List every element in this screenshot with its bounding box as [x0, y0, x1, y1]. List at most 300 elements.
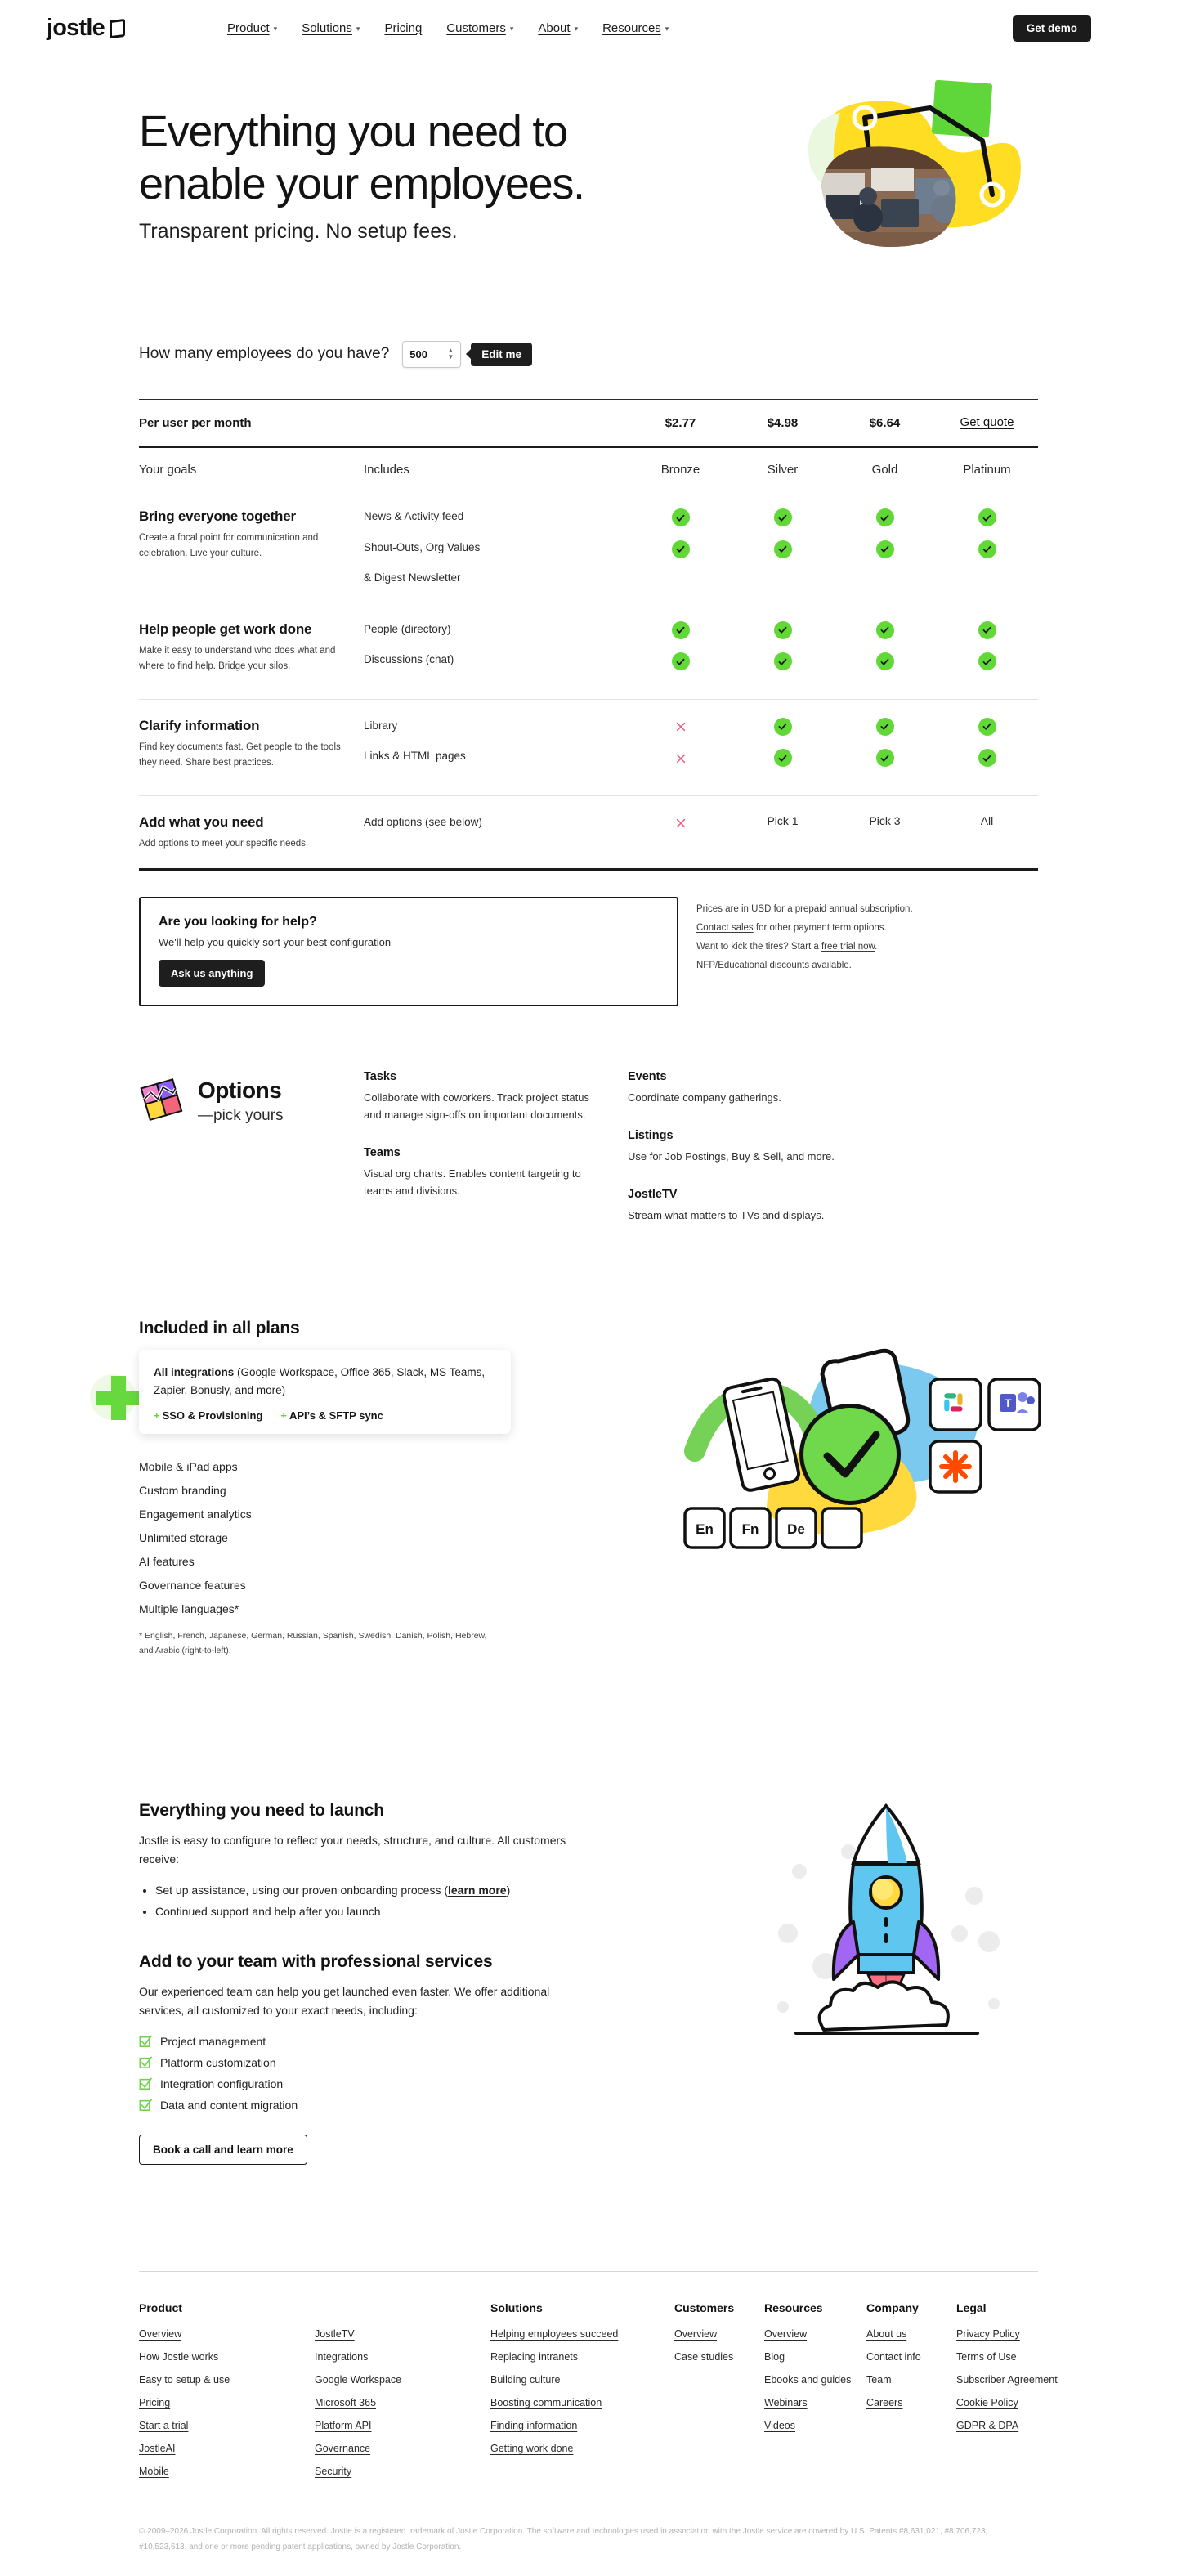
service-label: Data and content migration: [160, 2099, 298, 2112]
plan-mark: [876, 749, 894, 768]
svg-text:De: De: [787, 1521, 805, 1538]
book-a-call-button[interactable]: Book a call and learn more: [139, 2135, 307, 2165]
plan-cell: [834, 718, 936, 768]
language-badge: [731, 1508, 770, 1548]
footer-link[interactable]: Pricing: [139, 2397, 171, 2409]
plan-cell: [629, 508, 732, 558]
check-icon: [978, 749, 996, 767]
footer-link-list: [956, 2328, 1087, 2431]
goal-title: Help people get work done: [139, 620, 312, 637]
check-icon: [876, 540, 894, 558]
plan-mark: [978, 540, 996, 559]
options-column-1: [364, 1070, 593, 1247]
option-description: Collaborate with coworkers. Track project status and manage sign-offs on important documents.: [364, 1091, 589, 1121]
footer-link[interactable]: Overview: [764, 2328, 808, 2341]
option-description: Stream what matters to TVs and displays.: [628, 1209, 825, 1221]
option-item: [628, 1188, 857, 1224]
plan-cell: [732, 718, 834, 768]
footer-link[interactable]: About us: [866, 2328, 907, 2341]
plan-mark-text: Pick 1: [767, 813, 799, 827]
svg-text:Fn: Fn: [741, 1521, 759, 1538]
rocket-illustration: [763, 1773, 1009, 2043]
plan-mark: [767, 814, 798, 829]
launch-left-column: [139, 1801, 629, 2165]
included-list-item: Unlimited storage: [139, 1530, 228, 1544]
footer-link[interactable]: Ebooks and guides: [764, 2374, 852, 2386]
pill-label: API’s & SFTP sync: [289, 1409, 383, 1422]
included-list-item: Mobile & iPad apps: [139, 1459, 238, 1473]
all-integrations-link[interactable]: All integrations: [154, 1366, 235, 1379]
pill-sso: [154, 1409, 262, 1422]
footer-link[interactable]: How Jostle works: [139, 2351, 219, 2363]
footer-link[interactable]: Contact info: [866, 2351, 921, 2363]
nav-item-product[interactable]: [227, 21, 277, 35]
hero-title-line-1: Everything you need to: [139, 107, 567, 156]
footer-link-list: [315, 2328, 490, 2477]
plan-mark: [774, 508, 792, 527]
plan-mark: [774, 540, 792, 559]
footer-link[interactable]: Integrations: [315, 2351, 369, 2363]
price-row-label: Per user per month: [139, 415, 252, 430]
footer-link[interactable]: Helping employees succeed: [490, 2328, 619, 2341]
goal-cell: [139, 718, 364, 771]
footer-link[interactable]: Replacing intranets: [490, 2351, 579, 2363]
includes-item: Add options (see below): [364, 815, 482, 828]
price-row: [139, 400, 1038, 446]
footer-group-columns: [764, 2328, 866, 2431]
check-icon: [876, 652, 894, 670]
plan-cell: [834, 508, 936, 558]
option-title: Events: [628, 1069, 667, 1083]
includes-item: Discussions (chat): [364, 653, 454, 666]
note-post: .: [875, 941, 878, 952]
professional-services-heading: Add to your team with professional services: [139, 1952, 493, 1972]
integration-pills: [154, 1409, 496, 1422]
check-icon: [978, 540, 996, 558]
goal-description: Make it easy to understand who does what and where to find help. Bridge your silos.: [139, 645, 336, 671]
footer-link[interactable]: Start a trial: [139, 2420, 189, 2432]
check-icon: [672, 652, 690, 670]
learn-more-link[interactable]: learn more: [448, 1884, 507, 1897]
note-line: [696, 919, 913, 938]
goal-title: Add what you need: [139, 813, 264, 830]
service-item: [139, 2035, 629, 2048]
footer-link[interactable]: Mobile: [139, 2466, 169, 2478]
plan-mark: [876, 718, 894, 737]
pill-label: SSO & Provisioning: [162, 1409, 263, 1422]
footer-group-resources: [764, 2301, 866, 2477]
footer-link[interactable]: Webinars: [764, 2397, 808, 2409]
plan-mark: [978, 718, 996, 737]
footer-group-title: Customers: [674, 2301, 735, 2315]
goal-cell: [139, 508, 364, 562]
plan-mark: [869, 814, 900, 829]
plan-mark: [978, 749, 996, 768]
pricing-feature-rows: [139, 491, 1038, 868]
table-row: [139, 796, 1038, 868]
language-badge: [685, 1508, 724, 1548]
note-link[interactable]: Contact sales: [696, 922, 754, 933]
plan-mark: [876, 508, 894, 527]
option-description: Coordinate company gatherings.: [628, 1091, 781, 1104]
plan-mark-text: All: [980, 813, 994, 827]
footer-link[interactable]: Finding information: [490, 2420, 578, 2432]
plan-mark: [672, 750, 690, 768]
col-header-goals: Your goals: [139, 462, 197, 477]
footer-link-list: [490, 2328, 674, 2454]
checkbox-check-icon: [139, 2099, 152, 2112]
nav-label: Product: [226, 20, 270, 35]
options-puzzle-icon: [139, 1078, 185, 1124]
integrations-rest: (Google Workspace, Office 365, Slack, MS Teams, Zapier, Bonusly, and more): [154, 1366, 486, 1396]
launch-heading: Everything you need to launch: [139, 1801, 384, 1821]
includes-item: Links & HTML pages: [364, 750, 466, 763]
footer-link[interactable]: Easy to setup & use: [139, 2374, 230, 2386]
note-pre: Want to kick the tires? Start a: [696, 941, 821, 952]
includes-item: People (directory): [364, 622, 451, 635]
check-icon: [672, 508, 690, 526]
footer-group-legal: [956, 2301, 1087, 2477]
footer-group-title: Resources: [764, 2301, 823, 2315]
footer-link[interactable]: Google Workspace: [315, 2374, 402, 2386]
pricing-notes: [696, 897, 913, 1006]
options-heading-block: [139, 1070, 364, 1247]
pricing-table: [139, 399, 1038, 871]
service-item: [139, 2077, 629, 2090]
bullet-text-pre: Set up assistance, using our proven onboarding process (: [155, 1884, 448, 1897]
jostle-mark-icon: [110, 19, 125, 38]
help-title: Are you looking for help?: [159, 914, 317, 929]
nav-label: Customers: [446, 20, 506, 35]
site-footer: [139, 2271, 1058, 2576]
includes-item: Shout-Outs, Org Values: [364, 540, 481, 553]
service-item: [139, 2099, 629, 2112]
included-list-item: Multiple languages*: [139, 1602, 239, 1615]
price-platinum-cell: [936, 415, 1038, 430]
check-icon: [876, 749, 894, 767]
plan-cell: [732, 621, 834, 671]
plan-mark: [978, 508, 996, 527]
footer-group-title: Company: [866, 2301, 919, 2315]
includes-cell: [364, 814, 629, 834]
employee-count-input[interactable]: [402, 341, 461, 368]
footer-link[interactable]: Cookie Policy: [956, 2397, 1018, 2409]
table-row: [139, 700, 1038, 795]
chevron-down-icon: ▾: [574, 24, 579, 33]
includes-item: & Digest Newsletter: [364, 571, 461, 585]
hero-subtitle: Transparent pricing. No setup fees.: [139, 220, 458, 244]
nav-item-about[interactable]: [538, 21, 578, 35]
employee-count-value: 500: [409, 347, 427, 361]
nav-label: About: [538, 20, 571, 35]
option-description: Visual org charts. Enables content targeting to teams and divisions.: [364, 1167, 581, 1198]
footer-link[interactable]: Boosting communication: [490, 2397, 602, 2409]
plan-cell: [629, 814, 732, 833]
option-item: [364, 1146, 593, 1199]
help-box: [139, 897, 678, 1006]
footer-link[interactable]: Platform API: [315, 2420, 372, 2432]
launch-bullet-2: • Continued support and help after you launch: [155, 1902, 629, 1923]
employee-count-question: How many employees do you have?: [139, 345, 390, 362]
goal-description: Find key documents fast. Get people to the tools they need. Share best practices.: [139, 741, 341, 768]
includes-cell: [364, 718, 629, 779]
note-link[interactable]: free trial now: [821, 941, 875, 952]
nav-item-pricing[interactable]: [384, 21, 422, 35]
plan-mark: [774, 718, 792, 737]
chevron-down-icon: ▾: [356, 24, 360, 33]
goal-cell: [139, 814, 364, 852]
checkbox-check-icon: [139, 2056, 152, 2069]
table-header-row: [139, 448, 1038, 491]
footer-link[interactable]: Security: [315, 2466, 352, 2478]
plan-mark: [774, 652, 792, 671]
service-label: Platform customization: [160, 2056, 276, 2070]
check-icon: [978, 652, 996, 670]
nav-item-customers[interactable]: [446, 21, 513, 35]
check-icon: [774, 508, 792, 526]
check-icon: [876, 508, 894, 526]
site-header: [0, 0, 1177, 56]
option-title: JostleTV: [628, 1188, 678, 1201]
plan-mark: [672, 508, 690, 527]
check-icon: [978, 508, 996, 526]
plan-cell: [936, 814, 1038, 829]
footer-link[interactable]: Overview: [139, 2328, 182, 2341]
stepper-arrows-icon[interactable]: ▲ ▼: [447, 347, 454, 361]
col-header-platinum: Platinum: [963, 462, 1011, 477]
help-subtitle: We'll help you quickly sort your best configuration: [159, 935, 392, 948]
main-navigation: [227, 21, 669, 35]
check-icon: [876, 621, 894, 639]
table-row: [139, 491, 1038, 603]
footer-group-columns: [866, 2328, 956, 2408]
footer-link[interactable]: GDPR & DPA: [956, 2420, 1019, 2432]
language-badge: [776, 1508, 816, 1548]
check-icon: [774, 652, 792, 670]
page-title: [139, 106, 760, 210]
goal-description: Create a focal point for communication and celebration. Live your culture.: [139, 533, 319, 558]
footer-link[interactable]: Subscriber Agreement: [956, 2374, 1058, 2386]
plan-cell: [936, 508, 1038, 558]
plan-mark: [981, 814, 994, 829]
col-header-bronze: Bronze: [660, 462, 700, 477]
goal-description: Add options to meet your specific needs.: [139, 838, 309, 849]
col-header-includes: Includes: [364, 462, 409, 477]
employee-count-selector: [139, 334, 1038, 374]
hero-title-line-2: enable your employees.: [139, 159, 584, 208]
footer-link[interactable]: Blog: [764, 2351, 785, 2363]
table-row: [139, 603, 1038, 699]
plan-cell: [629, 718, 732, 768]
chevron-down-icon: ▾: [509, 24, 514, 33]
cross-icon: [672, 750, 690, 768]
included-list-item: Custom branding: [139, 1483, 226, 1497]
check-icon: [978, 621, 996, 639]
professional-services-list: [139, 2035, 629, 2112]
options-title-block: [198, 1078, 284, 1125]
launch-bullets: [155, 1880, 629, 1923]
options-title: Options: [198, 1077, 282, 1103]
cross-icon: [672, 814, 690, 832]
note-line: NFP/Educational discounts available.: [696, 960, 852, 970]
includes-item: Library: [364, 719, 398, 732]
footer-link[interactable]: JostleTV: [315, 2328, 355, 2341]
plan-mark: [876, 540, 894, 559]
options-subtitle: —pick yours: [198, 1106, 284, 1124]
footer-link-list: [866, 2328, 956, 2408]
plan-mark: [774, 749, 792, 768]
check-icon: [774, 749, 792, 767]
plan-cell: [834, 814, 936, 829]
jostle-logo[interactable]: [47, 16, 125, 40]
edit-me-badge: Edit me: [471, 343, 532, 366]
footer-group-customers: [674, 2301, 764, 2477]
nav-label: Pricing: [384, 20, 423, 35]
check-icon: [978, 718, 996, 736]
note-line: Prices are in USD for a prepaid annual subscription.: [696, 903, 913, 914]
footer-group-columns: [956, 2328, 1087, 2431]
svg-text:T: T: [1005, 1396, 1012, 1410]
option-item: [364, 1070, 593, 1123]
footer-group-columns: [490, 2328, 674, 2454]
integrations-text: [154, 1364, 496, 1400]
nav-label: Resources: [602, 20, 661, 35]
price-silver: $4.98: [767, 415, 799, 430]
copyright-text: © 2009–2026 Jostle Corporation. All rights reserved. Jostle is a registered trademark of Jostle Corporation. The software and technologies used in association with the Jostle service are covered by U.S. Patents #8,631,021, #8,706,723, #10,523,613, and one or more pending patent applications, owned by Jostle Corporation.: [139, 2527, 988, 2551]
service-label: Project management: [160, 2035, 266, 2049]
get-quote-link[interactable]: Get quote: [960, 415, 1014, 429]
included-list-item: AI features: [139, 1554, 195, 1568]
footer-link[interactable]: Overview: [674, 2328, 718, 2341]
plan-mark: [876, 652, 894, 671]
option-item: [628, 1070, 857, 1106]
check-icon: [672, 621, 690, 639]
check-icon: [876, 718, 894, 736]
chevron-down-icon: ▾: [273, 24, 278, 33]
footer-group-title: Solutions: [490, 2301, 543, 2315]
note-line: [696, 938, 913, 956]
service-item: [139, 2056, 629, 2069]
col-header-gold: Gold: [871, 462, 898, 477]
integrations-illustration: [669, 1327, 1061, 1564]
footer-link[interactable]: Privacy Policy: [956, 2328, 1020, 2341]
option-description: Use for Job Postings, Buy & Sell, and more.: [628, 1149, 835, 1163]
languages-footnote: * English, French, Japanese, German, Russian, Spanish, Swedish, Danish, Polish, Hebrew, and Arabic (right-to-left).: [139, 1630, 487, 1655]
option-title: Teams: [364, 1146, 401, 1159]
cross-icon: [672, 718, 690, 736]
check-icon: [774, 621, 792, 639]
table-divider-bottom: [139, 868, 1038, 871]
footer-link-list: [674, 2328, 764, 2363]
footer-link[interactable]: Terms of Use: [956, 2351, 1017, 2363]
footer-link[interactable]: Building culture: [490, 2374, 561, 2386]
plan-mark: [672, 718, 690, 737]
checkbox-check-icon: [139, 2035, 152, 2048]
check-icon: [672, 540, 690, 558]
footer-link[interactable]: Microsoft 365: [315, 2397, 377, 2409]
service-label: Integration configuration: [160, 2077, 284, 2091]
check-icon: [774, 540, 792, 558]
option-title: Tasks: [364, 1069, 397, 1083]
footer-group-solutions: [490, 2301, 674, 2477]
footer-link-list: [139, 2328, 315, 2477]
plan-mark: [774, 621, 792, 640]
footer-link[interactable]: Team: [866, 2374, 892, 2386]
plan-mark: [672, 652, 690, 671]
footer-link-list: [764, 2328, 866, 2431]
footer-link[interactable]: Videos: [764, 2420, 795, 2432]
goal-cell: [139, 621, 364, 674]
footer-link[interactable]: Getting work done: [490, 2443, 574, 2455]
footer-group-company: [866, 2301, 956, 2477]
footer-link[interactable]: JostleAI: [139, 2443, 176, 2455]
included-list-item: Governance features: [139, 1578, 246, 1592]
bullet-text-post: ): [506, 1884, 511, 1897]
plan-mark: [978, 652, 996, 671]
plan-cell: [936, 718, 1038, 768]
pill-api: [280, 1409, 383, 1422]
footer-link[interactable]: Governance: [315, 2443, 371, 2455]
ask-us-anything-button[interactable]: Ask us anything: [159, 960, 265, 987]
hero-section: [139, 56, 1038, 325]
footer-group-columns: [674, 2328, 764, 2363]
plan-cell: [732, 508, 834, 558]
plan-cell: [629, 621, 732, 671]
plus-icon: +: [154, 1409, 160, 1422]
plan-mark: [876, 621, 894, 640]
plan-mark: [672, 814, 690, 833]
footer-group-title: Product: [139, 2301, 182, 2315]
plan-mark: [978, 621, 996, 640]
included-list-item: Engagement analytics: [139, 1507, 252, 1521]
help-and-notes: [139, 897, 1038, 1006]
footer-group-title: Legal: [956, 2301, 987, 2315]
price-gold: $6.64: [869, 415, 901, 430]
includes-cell: [364, 621, 629, 683]
launch-section: [139, 1801, 1038, 2165]
goal-title: Clarify information: [139, 717, 260, 733]
note-post: for other payment term options.: [753, 922, 887, 933]
svg-text:En: En: [696, 1521, 714, 1538]
plan-mark-text: Pick 3: [869, 813, 901, 827]
nav-label: Solutions: [302, 20, 352, 35]
includes-item: News & Activity feed: [364, 510, 464, 522]
included-left-column: [139, 1319, 548, 1658]
option-item: [628, 1129, 857, 1165]
included-feature-list: [139, 1455, 548, 1621]
check-icon: [774, 718, 792, 736]
plan-cell: [936, 621, 1038, 671]
plan-mark: [672, 621, 690, 640]
hero-illustration: [793, 72, 1030, 252]
included-in-all-plans-section: [139, 1319, 1038, 1658]
chevron-down-icon: ▾: [665, 24, 669, 33]
plan-cell: [732, 814, 834, 829]
options-section: [139, 1070, 1038, 1247]
footer-link[interactable]: Case studies: [674, 2351, 734, 2363]
option-title: Listings: [628, 1128, 674, 1142]
checkbox-check-icon: [139, 2077, 152, 2090]
goal-title: Bring everyone together: [139, 508, 296, 524]
footer-link[interactable]: Careers: [866, 2397, 903, 2409]
get-demo-button[interactable]: Get demo: [1013, 15, 1091, 42]
launch-intro: Jostle is easy to configure to reflect your needs, structure, and culture. All customers receive:: [139, 1834, 566, 1866]
nav-item-resources[interactable]: [602, 21, 669, 35]
nav-item-solutions[interactable]: [302, 21, 360, 35]
includes-cell: [364, 508, 629, 586]
logo-wordmark: jostle: [47, 14, 105, 41]
launch-bullet-1: [155, 1880, 629, 1902]
